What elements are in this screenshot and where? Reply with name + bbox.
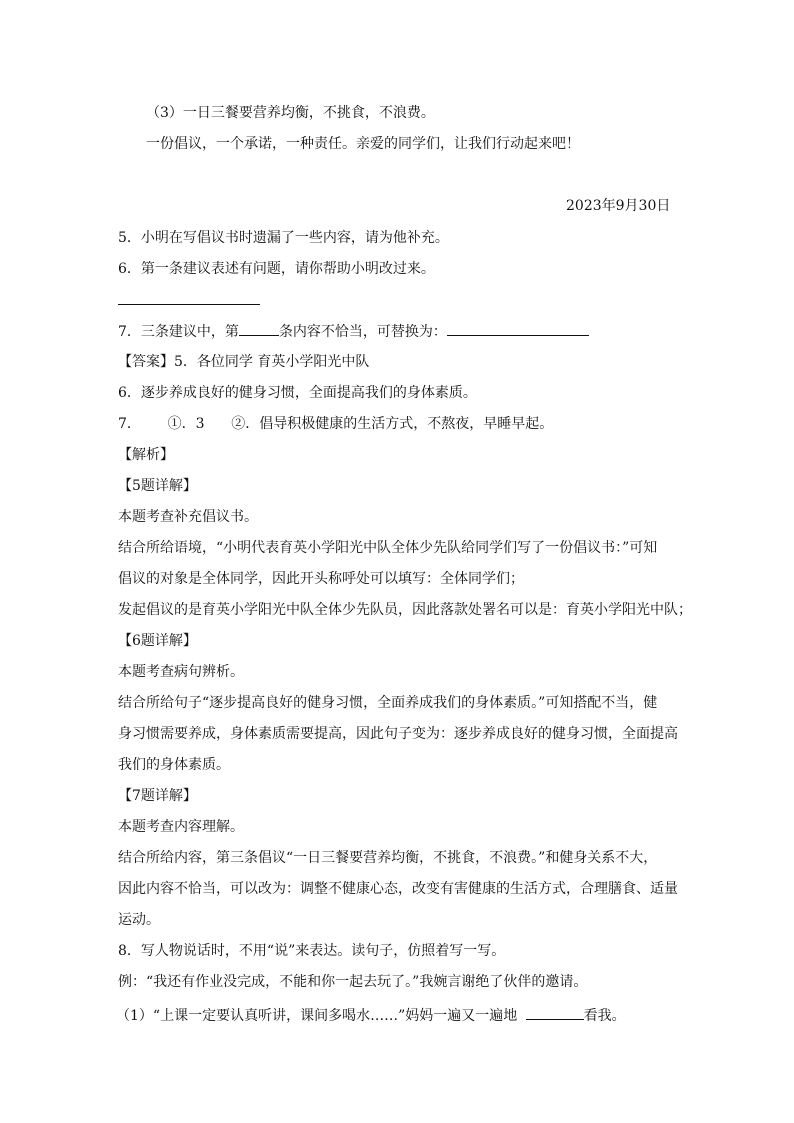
answer-blank — [526, 1005, 584, 1020]
explanation-text: 我们的身体素质。 — [118, 757, 230, 773]
explanation-text: 本题考查病句辨析。 — [118, 664, 244, 680]
answer-blank — [239, 321, 279, 336]
answer-7: 7． ①．3 ②．倡导积极健康的生活方式，不熬夜，早睡早起。 — [118, 416, 554, 432]
answer-blank — [118, 290, 260, 305]
example-sentence: 例：“我还有作业没完成，不能和你一起去玩了。”我婉言谢绝了伙伴的邀请。 — [118, 974, 588, 990]
explanation-text: 因此内容不恰当，可以改为：调整不健康心态，改变有害健康的生活方式，合理膳食、适量 — [118, 881, 678, 897]
item-1-tail: 看我。 — [583, 1008, 626, 1024]
question-8: 8．写人物说话时，不用“说”来表达。读句子，仿照着写一写。 — [118, 943, 506, 959]
explanation-text: 本题考查补充倡议书。 — [118, 509, 258, 525]
question-8-item-1 — [116, 1005, 626, 1026]
explanation-text: 身习惯需要养成，身体素质需要提高，因此句子变为：逐步养成良好的健身习惯，全面提高 — [118, 726, 678, 742]
explanation-text: 倡议的对象是全体同学，因此开头称呼处可以填写：全体同学们； — [118, 571, 524, 587]
question-6: 6．第一条建议表述有问题，请你帮助小明改过来。 — [118, 261, 435, 277]
proposal-closing: 一份倡议，一个承诺，一种责任。亲爱的同学们，让我们行动起来吧！ — [146, 136, 580, 152]
explanation-text: 运动。 — [118, 912, 160, 928]
analysis-heading: 【解析】 — [118, 447, 174, 463]
answer-6: 6．逐步养成良好的健身习惯，全面提高我们的身体素质。 — [118, 385, 477, 401]
item-1-text: （1）“上课一定要认真听讲，课间多喝水……”妈妈一遍又一遍地 — [116, 1008, 518, 1024]
detail-heading-5: 【5题详解】 — [118, 478, 197, 494]
explanation-text: 本题考查内容理解。 — [118, 819, 244, 835]
detail-heading-7: 【7题详解】 — [118, 788, 197, 804]
answer-blank — [447, 321, 589, 336]
answer-5: 【答案】5．各位同学 育英小学阳光中队 — [118, 354, 370, 370]
explanation-text: 结合所给语境，“小明代表育英小学阳光中队全体少先队给同学们写了一份倡议书：”可知 — [118, 540, 658, 556]
question-5: 5．小明在写倡议书时遗漏了一些内容，请为他补充。 — [118, 230, 449, 246]
question-7-part-2: 条内容不恰当，可替换为： — [278, 324, 447, 340]
question-7 — [118, 321, 589, 342]
answer-line-6 — [118, 290, 260, 311]
question-7-part-1: 7．三条建议中，第 — [118, 324, 239, 340]
explanation-text: 结合所给句子“逐步提高良好的健身习惯，全面养成我们的身体素质。”可知搭配不当，健 — [118, 695, 658, 711]
detail-heading-6: 【6题详解】 — [118, 633, 197, 649]
explanation-text: 发起倡议的是育英小学阳光中队全体少先队员，因此落款处署名可以是：育英小学阳光中队； — [118, 602, 692, 618]
proposal-item-3: （3）一日三餐要营养均衡，不挑食，不浪费。 — [146, 105, 435, 121]
proposal-date: 2023年9月30日 — [566, 198, 671, 214]
explanation-text: 结合所给内容，第三条倡议“一日三餐要营养均衡，不挑食，不浪费。”和健身关系不大， — [118, 850, 658, 866]
